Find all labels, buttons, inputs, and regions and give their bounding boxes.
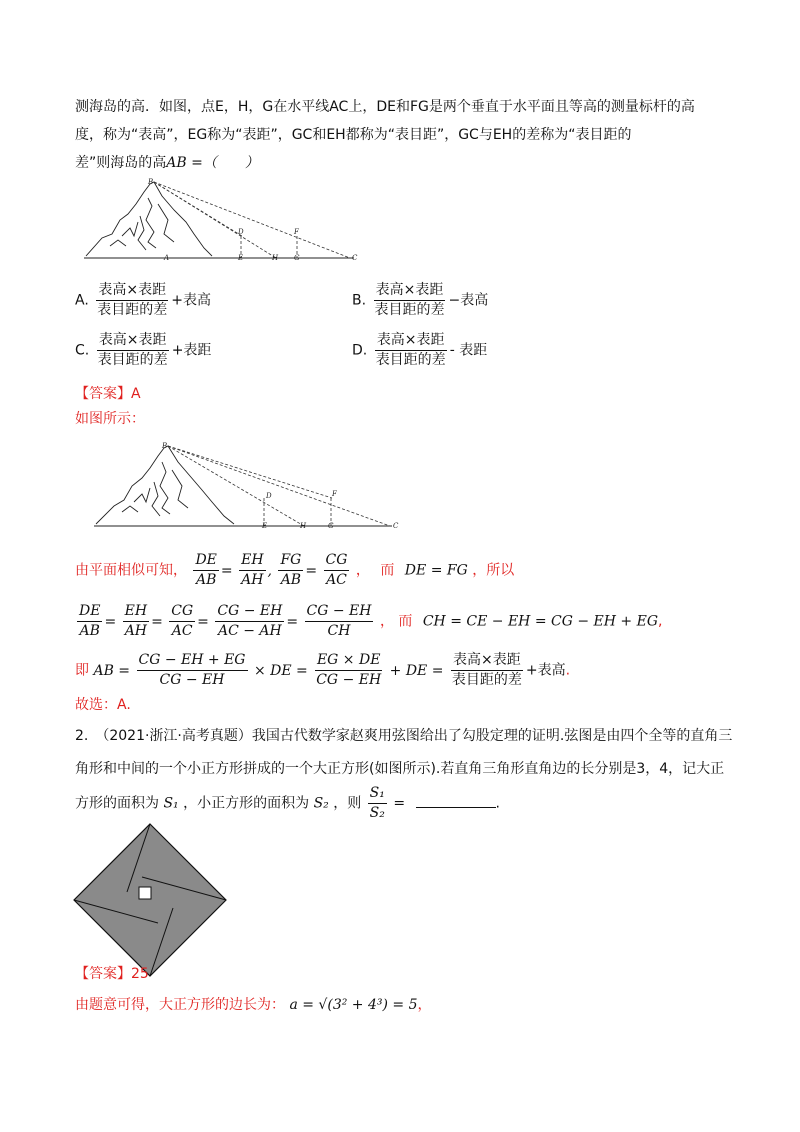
option-c[interactable] bbox=[75, 332, 211, 369]
option-d[interactable] bbox=[352, 332, 487, 369]
f3-num: CG − EH + EG bbox=[137, 652, 248, 671]
q1-answer: 【答案】A bbox=[75, 386, 141, 402]
sol1-eq: DE = FG bbox=[404, 562, 468, 579]
option-d-numerator: 表高×表距 bbox=[375, 332, 447, 351]
frac-cg-num: CG bbox=[324, 552, 350, 571]
sol3-ab: AB = bbox=[93, 662, 131, 679]
q2-s1: S₁ bbox=[163, 795, 179, 812]
sol3-prefix: 即 bbox=[75, 662, 89, 679]
sol1-and: 而 bbox=[380, 562, 395, 579]
q1-stem-line3-text: 差”则海岛的高 bbox=[75, 155, 167, 171]
sol2-and: 而 bbox=[398, 613, 413, 630]
f4-den: CG − EH bbox=[316, 672, 382, 688]
sol3-tail: +表高 bbox=[525, 662, 566, 679]
sol2-eq: CH = CE − EH = CG − EH + EG bbox=[422, 613, 659, 630]
fig2-label-C: C bbox=[393, 522, 399, 530]
option-a-tail: +表高 bbox=[171, 292, 211, 309]
f3-den: CG − EH bbox=[159, 672, 225, 688]
q2-answer-blank[interactable] bbox=[416, 793, 496, 808]
frac-fg-den: AB bbox=[280, 572, 302, 588]
q1-conclusion: 故选：A. bbox=[75, 697, 131, 713]
f2-cgeh2-num: CG − EH bbox=[305, 603, 374, 622]
option-d-tail: - 表距 bbox=[449, 342, 488, 359]
option-b[interactable] bbox=[352, 282, 488, 319]
q1-stem-line3 bbox=[75, 152, 259, 172]
frac-de-num: DE bbox=[193, 552, 218, 571]
f2-eh-num: EH bbox=[123, 603, 149, 622]
fig1-label-G: G bbox=[294, 254, 300, 262]
q2-s2: S₂ bbox=[313, 795, 329, 812]
f2-ch-den: CH bbox=[327, 623, 351, 639]
q1-as-shown: 如图所示： bbox=[75, 411, 145, 427]
option-b-fraction bbox=[373, 282, 447, 319]
option-a-denominator: 表目距的差 bbox=[97, 302, 168, 318]
fig1-label-E: E bbox=[238, 254, 244, 262]
island-figure-2 bbox=[92, 440, 402, 530]
sol3-times-de: × DE = bbox=[253, 662, 308, 679]
option-b-denominator: 表目距的差 bbox=[374, 302, 445, 318]
option-c-letter: C. bbox=[75, 342, 90, 359]
f2-acah-den: AC − AH bbox=[217, 623, 282, 639]
f2-de-num: DE bbox=[77, 603, 102, 622]
option-d-denominator: 表目距的差 bbox=[375, 352, 446, 368]
fig2-label-F: F bbox=[332, 490, 337, 498]
q1-solution-line2: $\frac{DE}{AB}$ = $\frac{EH}{AH}$ = $\frac{CG}{AC}$ = $\frac{CG - EH}{AC - AH}$ = $\frac{CG - EH}{CH}$ ， 而 CH = CE − EH = CG − EH + EG, bbox=[79, 603, 663, 639]
q1-stem-line2: 度，称为“表高”，EG称为“表距”，GC和EH都称为“表目距”，GC与EH的差称为“表目距的 bbox=[75, 127, 632, 143]
f2-cg-num: CG bbox=[169, 603, 195, 622]
option-d-fraction bbox=[374, 332, 448, 369]
q2-stem-line3: 方形的面积为 S₁ ，小正方形的面积为 S₂ ，则 $\frac{\text{S₁}}{\text{S₂}}$ = . bbox=[75, 785, 500, 821]
option-a-letter: A. bbox=[75, 292, 89, 309]
sol3-plus-de: + DE = bbox=[389, 662, 444, 679]
f2-de-den: AB bbox=[79, 623, 100, 639]
q2-sol-prefix: 由题意可得，大正方形的边长为： bbox=[75, 997, 285, 1013]
fig1-label-A: A bbox=[164, 254, 170, 262]
q2-line3-a: 方形的面积为 bbox=[75, 795, 159, 812]
option-a[interactable] bbox=[75, 282, 211, 319]
frac-cg-den: AC bbox=[326, 572, 347, 588]
fig1-label-B: B bbox=[148, 178, 154, 186]
q2-line3-d: = bbox=[393, 795, 406, 812]
q1-solution-line1: 由平面相似可知， $\frac{DE}{AB}$ = $\frac{EH}{AH}$ , $\frac{FG}{AB}$ = $\frac{CG}{AC}$ ， 而 DE = FG ，所以 bbox=[75, 552, 515, 588]
option-b-tail: −表高 bbox=[448, 292, 489, 309]
frac-eh-den: AH bbox=[241, 572, 264, 588]
fig1-label-C: C bbox=[352, 254, 358, 262]
q2-sol-tail: ， bbox=[417, 997, 432, 1013]
fig1-label-F: F bbox=[294, 228, 299, 236]
q1-solution-line3: 即 AB = $\frac{CG - EH + EG}{CG - EH}$ × DE = $\frac{EG \times DE}{CG - EH}$ + DE = $\frac{\text{表高×表距}}{\text{表目距的差}}$ +表高. bbox=[75, 652, 571, 688]
q2-frac-num: S₁ bbox=[368, 785, 387, 804]
island-figure-1 bbox=[82, 176, 362, 262]
option-a-fraction bbox=[95, 282, 169, 319]
q2-line3-c: ，则 bbox=[333, 795, 362, 812]
q2-stem-line1: 2. （2021·浙江·高考真题）我国古代数学家赵爽用弦图给出了勾股定理的证明.弦图是由四个全等的直角三 bbox=[75, 728, 733, 744]
sol1-prefix: 由平面相似可知， bbox=[75, 562, 187, 579]
option-b-numerator: 表高×表距 bbox=[374, 282, 446, 301]
fig2-label-E: E bbox=[262, 522, 268, 530]
sol1-so: ，所以 bbox=[472, 562, 515, 579]
fig1-label-D: D bbox=[238, 228, 244, 236]
frac-fg-num: FG bbox=[278, 552, 303, 571]
f2-cgeh-num: CG − EH bbox=[215, 603, 284, 622]
fig1-label-H: H bbox=[272, 254, 279, 262]
q1-stem-line3-math: AB =（ ） bbox=[166, 155, 259, 171]
q1-stem-line1: 测海岛的高．如图，点E，H，G在水平线AC上，DE和FG是两个垂直于水平面且等高的测量标杆的高 bbox=[75, 99, 695, 115]
q2-answer: 【答案】25 bbox=[75, 966, 149, 982]
f2-eh-den: AH bbox=[124, 623, 148, 639]
fig2-label-H: H bbox=[300, 522, 307, 530]
q2-frac-den: S₂ bbox=[369, 805, 385, 821]
option-c-denominator: 表目距的差 bbox=[97, 352, 168, 368]
q2-line3-b: ，小正方形的面积为 bbox=[183, 795, 310, 812]
f4-num: EG × DE bbox=[315, 652, 382, 671]
zhao-shuang-diagram bbox=[72, 822, 228, 978]
fig2-label-G: G bbox=[328, 522, 334, 530]
f5-den: 表目距的差 bbox=[451, 672, 522, 688]
fig2-label-D: D bbox=[266, 492, 272, 500]
option-d-letter: D. bbox=[352, 342, 368, 359]
option-a-numerator: 表高×表距 bbox=[96, 282, 168, 301]
frac-eh-num: EH bbox=[239, 552, 265, 571]
option-c-fraction bbox=[96, 332, 170, 369]
f2-cg-den: AC bbox=[171, 623, 193, 639]
fig2-label-B: B bbox=[162, 442, 168, 450]
q2-stem-line2: 角形和中间的一个小正方形拼成的一个大正方形(如图所示).若直角三角形直角边的长分别是3，4，记大正 bbox=[75, 761, 725, 777]
frac-de-den: AB bbox=[195, 572, 217, 588]
q2-sol-math: a = √(3² + 4³) = 5 bbox=[289, 997, 418, 1013]
option-c-numerator: 表高×表距 bbox=[97, 332, 169, 351]
option-b-letter: B. bbox=[352, 292, 367, 309]
f5-num: 表高×表距 bbox=[451, 652, 523, 671]
q2-solution bbox=[75, 994, 431, 1014]
option-c-tail: +表距 bbox=[171, 342, 212, 359]
